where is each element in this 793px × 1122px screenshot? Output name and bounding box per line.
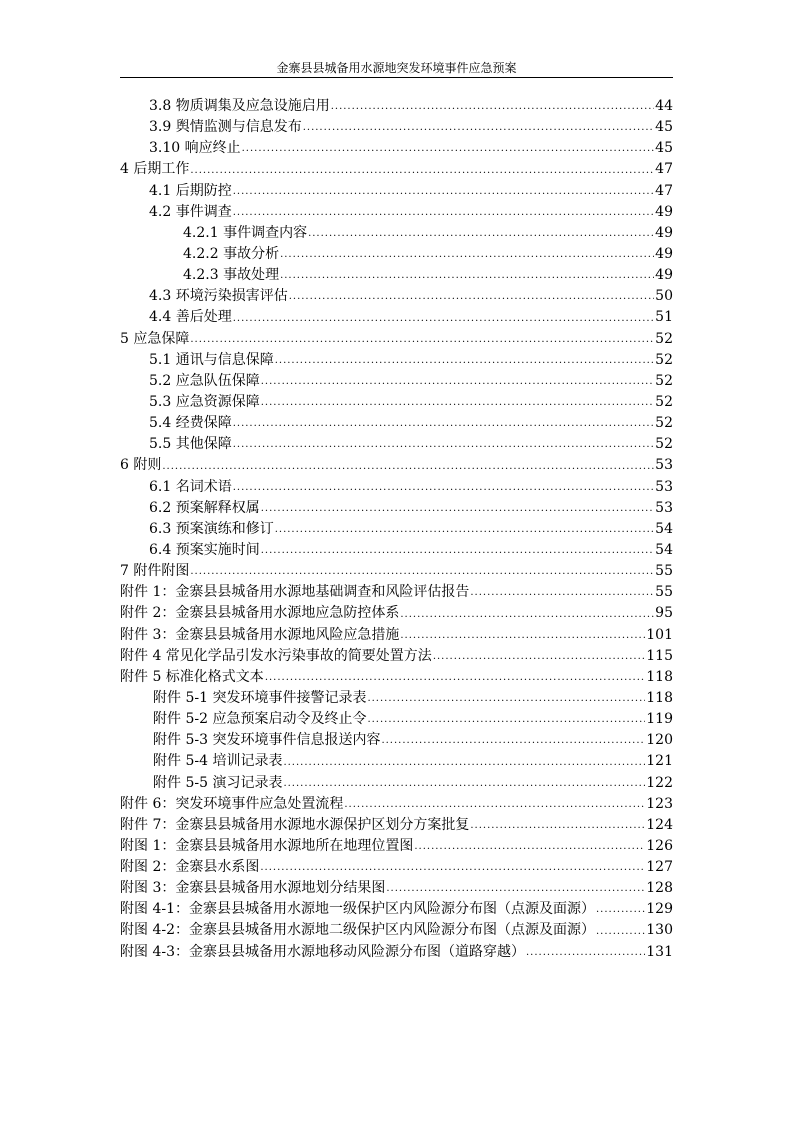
toc-entry-label: 附图 3：金寨县县城备用水源地划分结果图 xyxy=(120,880,386,897)
toc-entry[interactable] xyxy=(120,202,673,223)
toc-entry[interactable] xyxy=(120,857,673,878)
toc-entry-label: 3.10 响应终止 xyxy=(149,140,241,157)
toc-entry[interactable] xyxy=(120,181,673,202)
table-of-contents xyxy=(120,96,673,963)
toc-page-number: 95 xyxy=(655,605,673,622)
toc-entry-label: 4.2.3 事故处理 xyxy=(183,267,280,284)
toc-dot-leader xyxy=(303,121,654,138)
toc-page-number: 47 xyxy=(655,182,673,199)
toc-dot-leader xyxy=(261,544,654,561)
toc-entry-label: 3.8 物质调集及应急设施启用 xyxy=(149,98,330,114)
toc-entry-label: 附件 5-2 应急预案启动令及终止令 xyxy=(153,711,367,728)
toc-dot-leader xyxy=(190,565,654,582)
toc-entry-label: 4.4 善后处理 xyxy=(149,309,232,326)
toc-page-number: 119 xyxy=(646,711,673,728)
toc-entry-label: 附图 4-1：金寨县县城备用水源地一级保护区内风险源分布图（点源及面源） xyxy=(120,901,595,918)
toc-entry-label: 附件 5-5 演习记录表 xyxy=(153,774,283,791)
toc-entry[interactable] xyxy=(120,582,673,603)
toc-entry[interactable] xyxy=(120,709,673,730)
toc-dot-leader xyxy=(280,248,654,265)
toc-entry-label: 4 后期工作 xyxy=(120,161,190,178)
toc-entry-label: 6.2 预案解释权属 xyxy=(149,499,260,516)
toc-page-number: 130 xyxy=(646,922,673,939)
toc-dot-leader xyxy=(386,882,645,899)
toc-entry[interactable] xyxy=(120,455,673,476)
toc-entry-label: 4.1 后期防控 xyxy=(149,182,232,199)
toc-page-number: 49 xyxy=(655,224,673,241)
toc-entry[interactable] xyxy=(120,159,673,180)
toc-dot-leader xyxy=(400,608,654,625)
toc-page-number: 53 xyxy=(655,457,673,474)
toc-dot-leader xyxy=(367,713,645,730)
toc-entry[interactable] xyxy=(120,667,673,688)
toc-entry[interactable] xyxy=(120,96,673,117)
toc-entry[interactable] xyxy=(120,920,673,941)
toc-entry[interactable] xyxy=(120,350,673,371)
toc-dot-leader xyxy=(275,523,654,540)
toc-page-number: 127 xyxy=(646,859,673,876)
toc-dot-leader xyxy=(233,417,654,434)
toc-entry[interactable] xyxy=(120,138,673,159)
toc-entry[interactable] xyxy=(120,730,673,751)
toc-page-number: 49 xyxy=(655,245,673,262)
toc-entry-label: 附件 5 标准化格式文本 xyxy=(120,668,264,685)
toc-dot-leader xyxy=(596,925,645,942)
toc-entry[interactable] xyxy=(120,413,673,434)
toc-entry[interactable] xyxy=(120,498,673,519)
toc-entry-label: 6 附则 xyxy=(120,457,162,474)
toc-dot-leader xyxy=(470,586,654,603)
toc-dot-leader xyxy=(242,142,655,159)
toc-page-number: 53 xyxy=(655,478,673,495)
toc-entry[interactable] xyxy=(120,646,673,667)
toc-entry[interactable] xyxy=(120,773,673,794)
toc-entry-label: 3.9 舆情监测与信息发布 xyxy=(149,119,302,136)
toc-dot-leader xyxy=(261,396,654,413)
toc-page-number: 129 xyxy=(646,901,673,918)
toc-entry-label: 5.5 其他保障 xyxy=(149,436,232,453)
toc-entry-label: 附件 5-1 突发环境事件接警记录表 xyxy=(153,689,367,706)
toc-page-number: 54 xyxy=(655,541,673,558)
toc-page-number: 49 xyxy=(655,267,673,284)
toc-entry[interactable] xyxy=(120,836,673,857)
toc-page-number: 122 xyxy=(646,774,673,791)
toc-entry[interactable] xyxy=(120,899,673,920)
toc-dot-leader xyxy=(261,502,654,519)
toc-entry[interactable] xyxy=(120,265,673,286)
toc-dot-leader xyxy=(265,671,645,688)
toc-entry-label: 附件 5-4 培训记录表 xyxy=(153,753,283,770)
toc-entry-label: 附件 6：突发环境事件应急处置流程 xyxy=(120,795,344,812)
toc-entry-label: 附件 1：金寨县县城备用水源地基础调查和风险评估报告 xyxy=(120,584,470,601)
toc-entry-label: 附图 1：金寨县县城备用水源地所在地理位置图 xyxy=(120,837,414,854)
toc-entry[interactable] xyxy=(120,307,673,328)
toc-entry[interactable] xyxy=(120,519,673,540)
toc-entry-label: 5.4 经费保障 xyxy=(149,415,232,432)
toc-page-number: 52 xyxy=(655,351,673,368)
toc-entry-label: 6.4 预案实施时间 xyxy=(149,541,260,558)
toc-entry[interactable] xyxy=(120,561,673,582)
toc-dot-leader xyxy=(400,629,645,646)
toc-dot-leader xyxy=(261,375,654,392)
toc-dot-leader xyxy=(331,100,654,117)
toc-entry[interactable] xyxy=(120,942,673,963)
toc-page-number: 53 xyxy=(655,499,673,516)
toc-page-number: 52 xyxy=(655,393,673,410)
toc-page-number: 45 xyxy=(655,140,673,157)
toc-dot-leader xyxy=(367,692,645,709)
toc-dot-leader xyxy=(283,777,645,794)
toc-entry[interactable] xyxy=(120,117,673,138)
toc-entry-label: 5 应急保障 xyxy=(120,330,190,347)
toc-entry[interactable] xyxy=(120,477,673,498)
toc-entry[interactable] xyxy=(120,329,673,350)
toc-dot-leader xyxy=(233,206,654,223)
toc-page-number: 52 xyxy=(655,330,673,347)
toc-entry-label: 5.2 应急队伍保障 xyxy=(149,372,260,389)
toc-dot-leader xyxy=(280,269,654,286)
toc-page-number: 52 xyxy=(655,372,673,389)
toc-dot-leader xyxy=(275,354,654,371)
toc-page-number: 118 xyxy=(646,689,673,706)
toc-page-number: 49 xyxy=(655,203,673,220)
toc-entry[interactable] xyxy=(120,794,673,815)
toc-entry[interactable] xyxy=(120,223,673,244)
toc-page-number: 52 xyxy=(655,436,673,453)
toc-page-number: 118 xyxy=(646,668,673,685)
toc-dot-leader xyxy=(233,481,654,498)
toc-entry[interactable] xyxy=(120,540,673,561)
toc-dot-leader xyxy=(381,734,645,751)
toc-entry[interactable] xyxy=(120,371,673,392)
toc-page-number: 54 xyxy=(655,520,673,537)
toc-dot-leader xyxy=(190,333,654,350)
header-rule xyxy=(120,77,673,78)
toc-page-number: 55 xyxy=(655,563,673,580)
toc-dot-leader xyxy=(162,460,654,477)
toc-entry-label: 附件 7：金寨县县城备用水源地水源保护区划分方案批复 xyxy=(120,816,470,833)
toc-page-number: 55 xyxy=(655,584,673,601)
toc-entry[interactable] xyxy=(120,751,673,772)
toc-entry[interactable] xyxy=(120,815,673,836)
toc-entry-label: 7 附件附图 xyxy=(120,563,190,580)
toc-page-number: 52 xyxy=(655,415,673,432)
toc-page-number: 126 xyxy=(646,837,673,854)
toc-entry-label: 附件 5-3 突发环境事件信息报送内容 xyxy=(153,732,381,749)
toc-entry[interactable] xyxy=(120,434,673,455)
toc-entry-label: 4.2.1 事件调查内容 xyxy=(183,224,308,241)
toc-entry-label: 4.2 事件调查 xyxy=(149,203,232,220)
toc-dot-leader xyxy=(433,650,645,667)
toc-page-number: 120 xyxy=(646,732,673,749)
toc-page-number: 128 xyxy=(646,880,673,897)
toc-dot-leader xyxy=(526,946,645,963)
toc-entry-label: 附图 4-2：金寨县县城备用水源地二级保护区内风险源分布图（点源及面源） xyxy=(120,922,595,939)
toc-entry[interactable] xyxy=(120,603,673,624)
toc-page-number: 101 xyxy=(646,626,673,643)
toc-entry[interactable] xyxy=(120,244,673,265)
toc-entry[interactable] xyxy=(120,688,673,709)
toc-dot-leader xyxy=(260,861,645,878)
toc-page-number: 45 xyxy=(655,119,673,136)
toc-dot-leader xyxy=(470,819,645,836)
toc-page-number: 123 xyxy=(646,795,673,812)
toc-page-number: 47 xyxy=(655,161,673,178)
toc-entry-label: 5.1 通讯与信息保障 xyxy=(149,351,274,368)
toc-dot-leader xyxy=(414,840,645,857)
running-header: 金寨县县城备用水源地突发环境事件应急预案 xyxy=(276,61,517,75)
toc-dot-leader xyxy=(596,903,645,920)
toc-entry-label: 5.3 应急资源保障 xyxy=(149,393,260,410)
toc-dot-leader xyxy=(344,798,645,815)
toc-entry-label: 附件 2：金寨县县城备用水源地应急防控体系 xyxy=(120,605,400,622)
toc-dot-leader xyxy=(233,312,654,329)
toc-entry-label: 附图 2：金寨县水系图 xyxy=(120,859,260,876)
toc-page-number: 121 xyxy=(646,753,673,770)
toc-entry[interactable] xyxy=(120,392,673,413)
toc-entry-label: 6.3 预案演练和修订 xyxy=(149,520,274,537)
toc-entry-label: 附件 3：金寨县县城备用水源地风险应急措施 xyxy=(120,626,400,643)
toc-entry[interactable] xyxy=(120,286,673,307)
toc-entry[interactable] xyxy=(120,625,673,646)
toc-entry-label: 4.2.2 事故分析 xyxy=(183,245,280,262)
toc-dot-leader xyxy=(233,438,654,455)
toc-entry-label: 4.3 环境污染损害评估 xyxy=(149,288,288,305)
toc-page-number: 131 xyxy=(646,943,673,960)
toc-page-number: 44 xyxy=(655,98,673,114)
toc-dot-leader xyxy=(289,290,654,307)
toc-dot-leader xyxy=(308,227,654,244)
toc-page-number: 50 xyxy=(655,288,673,305)
toc-entry-label: 附件 4 常见化学品引发水污染事故的简要处置方法 xyxy=(120,647,432,664)
toc-entry[interactable] xyxy=(120,878,673,899)
toc-page-number: 115 xyxy=(646,647,673,664)
toc-entry-label: 6.1 名词术语 xyxy=(149,478,232,495)
toc-page-number: 124 xyxy=(646,816,673,833)
toc-page-number: 51 xyxy=(655,309,673,326)
toc-entry-label: 附图 4-3：金寨县县城备用水源地移动风险源分布图（道路穿越） xyxy=(120,943,525,960)
toc-dot-leader xyxy=(190,164,654,181)
toc-dot-leader xyxy=(233,185,654,202)
toc-dot-leader xyxy=(283,756,645,773)
